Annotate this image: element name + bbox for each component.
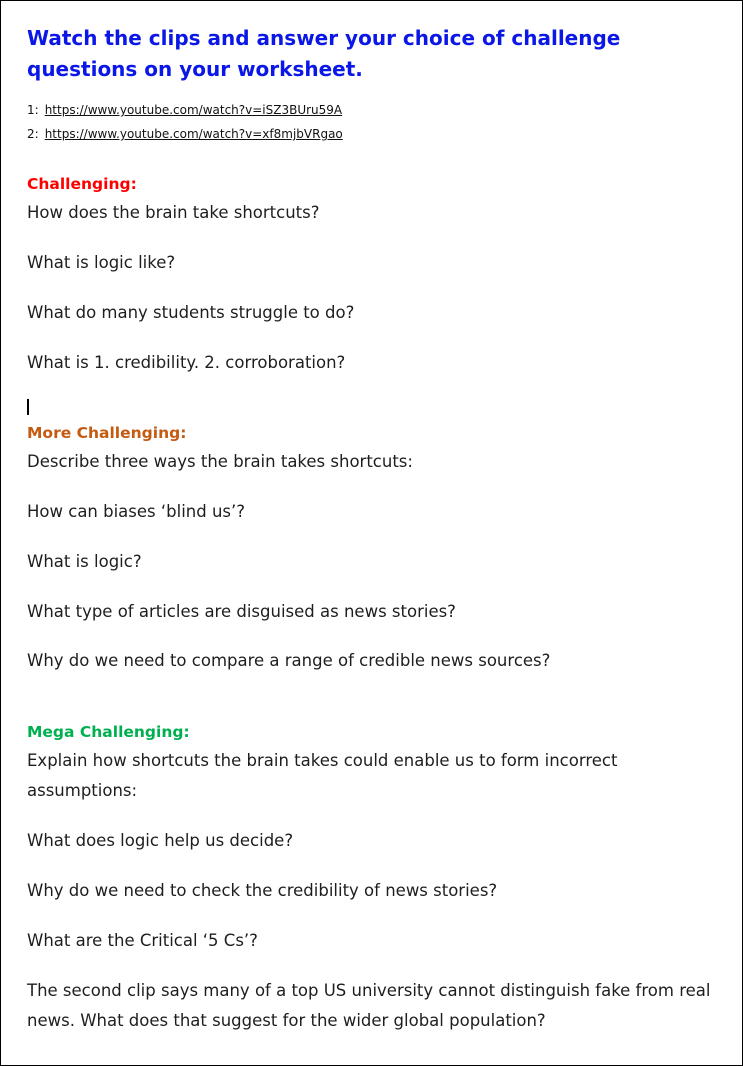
question-more-challenging-3: What is logic?: [27, 552, 142, 571]
question-mega-challenging-5: The second clip says many of a top US university cannot distinguish fake from real news. What does that suggest for the wider global population?: [27, 981, 711, 1030]
clip-link-url[interactable]: https://www.youtube.com/watch?v=iSZ3BUru59A: [44, 103, 343, 117]
text-cursor: [27, 399, 29, 415]
question-mega-challenging-1: Explain how shortcuts the brain takes could enable us to form incorrect assumptions:: [27, 751, 618, 800]
clip-link-2: [27, 126, 343, 142]
question-mega-challenging-2: What does logic help us decide?: [27, 831, 294, 850]
question-more-challenging-5: Why do we need to compare a range of credible news sources?: [27, 651, 551, 670]
question-mega-challenging-4: What are the Critical ‘5 Cs’?: [27, 931, 258, 950]
heading-challenging: Challenging:: [27, 175, 137, 193]
question-challenging-4: What is 1. credibility. 2. corroboration?: [27, 353, 346, 372]
question-mega-challenging-3: Why do we need to check the credibility of news stories?: [27, 881, 498, 900]
question-challenging-2: What is logic like?: [27, 253, 176, 272]
question-more-challenging-4: What type of articles are disguised as news stories?: [27, 602, 456, 621]
question-challenging-1: How does the brain take shortcuts?: [27, 203, 320, 222]
question-more-challenging-1: Describe three ways the brain takes shortcuts:: [27, 452, 413, 471]
clip-link-number: 1:: [27, 103, 39, 117]
heading-mega-challenging: Mega Challenging:: [27, 723, 190, 741]
clip-link-url[interactable]: https://www.youtube.com/watch?v=xf8mjbVRgao: [44, 127, 343, 141]
clip-link-number: 2:: [27, 127, 39, 141]
question-more-challenging-2: How can biases ‘blind us’?: [27, 502, 246, 521]
heading-more-challenging: More Challenging:: [27, 424, 187, 442]
page-title: Watch the clips and answer your choice of challenge questions on your worksheet.: [27, 26, 621, 81]
question-challenging-3: What do many students struggle to do?: [27, 303, 355, 322]
clip-link-1: [27, 102, 342, 118]
